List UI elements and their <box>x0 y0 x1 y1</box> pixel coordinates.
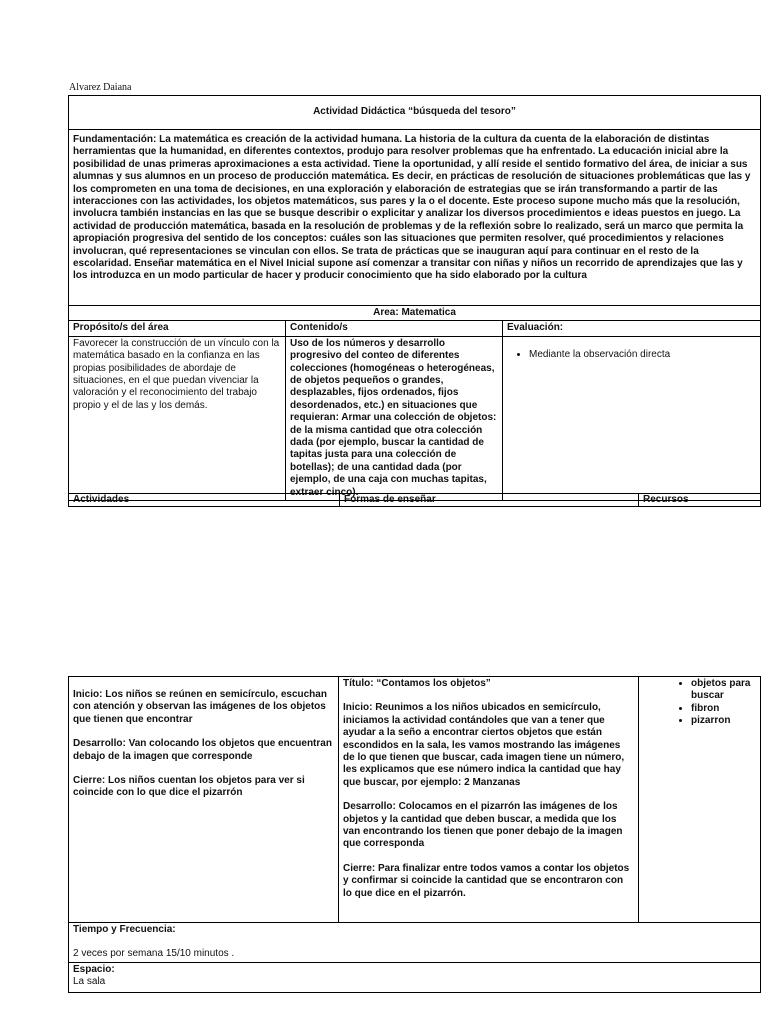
formas-cierre: Cierre: Para finalizar entre todos vamos a contar los objetos y confirmar si coincide la cantidad que se encontraron con lo que dice en el pizarrón. <box>343 862 630 899</box>
activity-title: Actividad Didáctica “búsqueda del tesoro” <box>69 96 761 130</box>
proposito-text: Favorecer la construcción de un vínculo con la matemática basado en la confianza en las propias posibilidades de abordaje de situaciones, en el que puedan vivenciar la valoración y el reconocimiento del trabajo propio y el de las y los demás. <box>69 336 286 500</box>
planning-table <box>68 95 761 501</box>
author-name: Alvarez Daiana <box>69 82 132 93</box>
evaluacion-header: Evaluación: <box>503 321 761 336</box>
recurso-item: • fibron <box>691 703 756 715</box>
evaluacion-item: • Mediante la observación directa <box>529 349 756 361</box>
formas-titulo: Título: “Contamos los objetos” <box>343 678 491 689</box>
tiempo-cell <box>69 923 761 963</box>
formas-cell <box>339 677 639 923</box>
espacio-label: Espacio: <box>73 963 115 975</box>
formas-inicio: Inicio: Reunimos a los niños ubicados en semicírculo, iniciamos la actividad contándoles que van a tener que ayudar a la seño a encontrar ciertos objetos que están escondidos en la sala, les vamos mostrando las imágenes de lo que tienen que buscar, cada imagen tiene un número, les explicamos que ese número indica la cantidad que hay que buscar, por ejemplo: 2 Manzanas <box>343 702 625 788</box>
actividades-cierre: Cierre: Los niños cuentan los objetos para ver si coincide con lo que dice el pizarrón <box>73 775 305 799</box>
formas-desarrollo: Desarrollo: Colocamos en el pizarrón las imágenes de los objetos y la cantidad que deben buscar, a medida que los van encontrando los tienen que poner debajo de la imagen que corresponda <box>343 801 623 850</box>
recursos-cell <box>639 677 761 923</box>
recursos-header: Recursos <box>639 494 761 507</box>
actividades-inicio: Inicio: Los niños se reúnen en semicírculo, escuchan con atención y observan las imágenes de los objetos que tienen que encontrar <box>73 689 327 725</box>
area-heading: Area: Matematica <box>69 306 761 321</box>
tiempo-value: 2 veces por semana 15/10 minutos . <box>73 948 235 960</box>
recurso-item: • objetos para buscar <box>691 678 756 703</box>
activities-table <box>68 676 761 993</box>
recurso-item: • pizarron <box>691 715 756 727</box>
formas-header: Formas de enseñar <box>340 494 639 507</box>
tiempo-label: Tiempo y Frecuencia: <box>73 924 176 935</box>
espacio-cell <box>69 962 761 992</box>
evaluacion-cell <box>503 336 761 500</box>
contenido-header: Contenido/s <box>286 321 503 336</box>
actividades-header: Actividades <box>69 494 340 507</box>
contenido-text: Uso de los números y desarrollo progresivo del conteo de diferentes colecciones (homogéneas o heterogéneas, de objetos pequeños o grandes, desplazables, fijos ordenados, fijos desordenados, etc.) en situaciones que requieran: Armar una colección de objetos: de la misma cantidad que otra colección dada (por ejemplo, buscar la cantidad de tapitas justa para una colección de botellas); de una cantidad dada (por ejemplo, de una caja con muchas tapitas, extraer cinco). <box>286 336 503 500</box>
espacio-value: La sala <box>73 976 106 988</box>
actividades-desarrollo: Desarrollo: Van colocando los objetos que encuentran debajo de la imagen que corresponde <box>73 738 332 762</box>
actividades-cell <box>69 677 339 923</box>
fundamentacion-text: Fundamentación: La matemática es creación de la actividad humana. La historia de la cultura da cuenta de la elaboración de distintas herramientas que la humanidad, en diferentes contextos, produjo para resolver problemas que ha enfrentado. La educación inicial abre la posibilidad de unas primeras aproximaciones a esta actividad. Tiene la oportunidad, y allí reside el sentido formativo del área, de iniciar a sus alumnas y sus alumnos en un proceso de producción matemática. Es decir, en prácticas de resolución de situaciones problemáticas que las y los comprometen en una toma de decisiones, en una exploración y elaboración de estrategias que se irán transformando a partir de las interacciones con las actividades, los objetos matemáticos, sus pares y la o el docente. Este proceso supone mucho más que la resolución, involucra también instancias en las que se busque describir o explicitar y analizar los diversos procedimientos e ideas puestos en juego. La actividad de producción matemática, basada en la resolución de problemas y de la reflexión sobre lo realizado, será un marco que permita la apropiación progresiva del sentido de los conceptos: cuáles son las situaciones que permiten resolver, qué procedimientos y relaciones involucran, qué representaciones se vinculan con ellos. Se trata de prácticas que se inauguran aquí para continuar en el resto de la escolaridad. Enseñar matemática en el Nivel Inicial supone así comenzar a transitar con niñas y niños un recorrido de aprendizajes que las y los introduzca en un modo particular de hacer y producir conocimiento que ha sido elaborado por la cultura <box>69 130 761 306</box>
activities-header-table <box>68 493 761 507</box>
proposito-header: Propósito/s del área <box>69 321 286 336</box>
